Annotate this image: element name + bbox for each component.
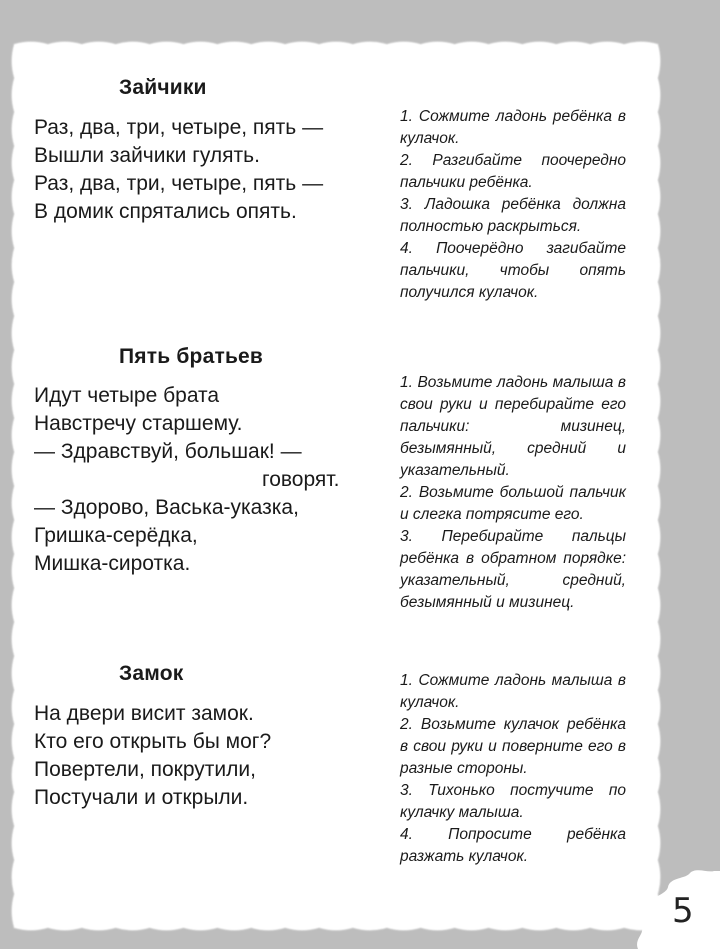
poem-line: Идут четыре брата <box>34 384 220 407</box>
poem-text-zaychiki <box>34 114 323 226</box>
poem-line: На двери висит замок. <box>34 702 254 725</box>
poem-line: Кто его открыть бы мог? <box>34 730 272 753</box>
show-through-texture <box>56 74 64 108</box>
poem-title-zamok: Замок <box>119 662 184 685</box>
poem-text-pyat-bratev <box>34 382 339 578</box>
poem-line: говорят. <box>262 468 340 491</box>
poem-line: Навстречу старшему. <box>34 412 243 435</box>
page-number-badge <box>630 869 720 949</box>
poem-line: Вышли зайчики гулять. <box>34 144 260 167</box>
poem-line: Постучали и открыли. <box>34 786 249 809</box>
poem-line: Повертели, покрутили, <box>34 758 256 781</box>
instruction-step: 1. Сожмите ладонь ребёнка в кулачок. <box>400 108 626 147</box>
instructions-zaychiki <box>400 106 626 304</box>
instructions-zamok <box>400 670 626 868</box>
poem-line: В домик спрятались опять. <box>34 200 297 223</box>
instruction-step: 1. Сожмите ладонь малыша в кулачок. <box>400 672 626 711</box>
poem-line: Раз, два, три, четыре, пять — <box>34 172 324 195</box>
poem-line: Гришка-серёдка, <box>34 524 198 547</box>
instruction-step: 2. Возьмите большой пальчик и слегка потрясите его. <box>400 484 626 523</box>
poem-text-zamok <box>34 700 271 812</box>
instructions-pyat-bratev <box>400 372 626 614</box>
poem-title-pyat-bratev: Пять братьев <box>119 345 264 368</box>
poem-title-zaychiki: Зайчики <box>119 76 207 99</box>
instruction-step: 2. Возьмите кулачок ребёнка в свои руки и поверните его в разные стороны. <box>400 716 626 777</box>
instruction-step: 3. Перебирайте пальцы ребёнка в обратном порядке: указательный, средний, безымянный и мизинец. <box>400 528 626 611</box>
page-number: 5 <box>672 891 694 931</box>
book-page <box>6 36 666 936</box>
poem-line: Мишка-сиротка. <box>34 552 191 575</box>
instruction-step: 3. Ладошка ребёнка должна полностью раскрыться. <box>400 196 626 235</box>
instruction-step: 4. Попросите ребёнка разжать кулачок. <box>400 826 626 865</box>
poem-line: Раз, два, три, четыре, пять — <box>34 116 324 139</box>
instruction-step: 4. Поочерёдно загибайте пальчики, чтобы опять получился кулачок. <box>400 240 626 301</box>
poem-line: — Здравствуй, большак! — <box>34 440 302 463</box>
instruction-step: 3. Тихонько постучите по кулачку малыша. <box>400 782 626 821</box>
instruction-step: 1. Возьмите ладонь малыша в свои руки и перебирайте его пальчики: мизинец, безымянный, средний и указательный. <box>400 374 626 479</box>
instruction-step: 2. Разгибайте поочередно пальчики ребёнка. <box>400 152 626 191</box>
poem-line: — Здорово, Васька-указка, <box>34 496 299 519</box>
